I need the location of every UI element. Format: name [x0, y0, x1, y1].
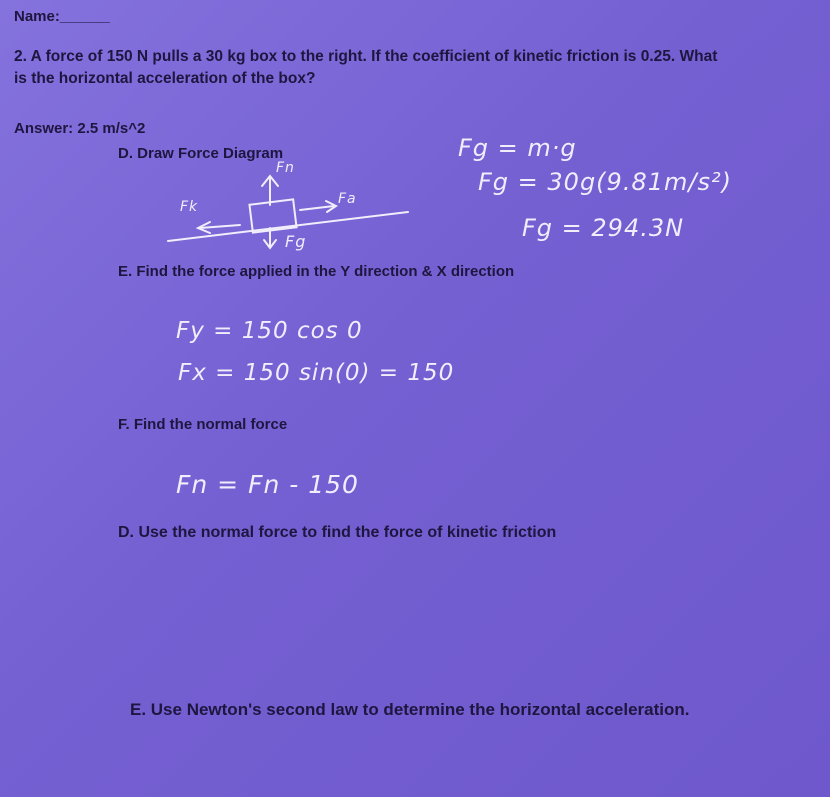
diagram-label-friction: Fk: [180, 199, 199, 215]
part-d-draw-force-diagram: D. Draw Force Diagram: [118, 145, 284, 162]
part-f-find-normal-force: F. Find the normal force: [118, 416, 288, 433]
name-label: Name:______: [14, 8, 110, 25]
diagram-label-gravity: Fg: [285, 232, 307, 251]
part-d-kinetic-friction: D. Use the normal force to find the force of kinetic friction: [118, 524, 557, 541]
handwriting-fn: Fn = Fn - 150: [176, 470, 359, 499]
question-line-2: is the horizontal acceleration of the box?: [14, 70, 316, 87]
handwriting-fx: Fx = 150 sin(0) = 150: [178, 360, 455, 386]
friction-force-arrow: [200, 225, 240, 228]
part-e-newtons-second-law: E. Use Newton's second law to determine the horizontal acceleration.: [130, 700, 690, 719]
answer-label: Answer: 2.5 m/s^2: [14, 120, 146, 137]
handwriting-fg-substitution: Fg = 30g(9.81m/s²): [478, 168, 732, 196]
diagram-label-normal: Fn: [276, 160, 295, 176]
handwriting-fy: Fy = 150 cos 0: [176, 318, 363, 344]
diagram-label-applied: Fa: [338, 191, 357, 207]
part-e-find-force-components: E. Find the force applied in the Y direction & X direction: [118, 263, 515, 280]
handwriting-fg-formula: Fg = m·g: [458, 134, 577, 162]
applied-force-arrow: [300, 206, 334, 210]
question-line-1: 2. A force of 150 N pulls a 30 kg box to the right. If the coefficient of kinetic friction is 0.25. What: [14, 48, 718, 65]
handwriting-fg-result: Fg = 294.3N: [522, 214, 685, 242]
